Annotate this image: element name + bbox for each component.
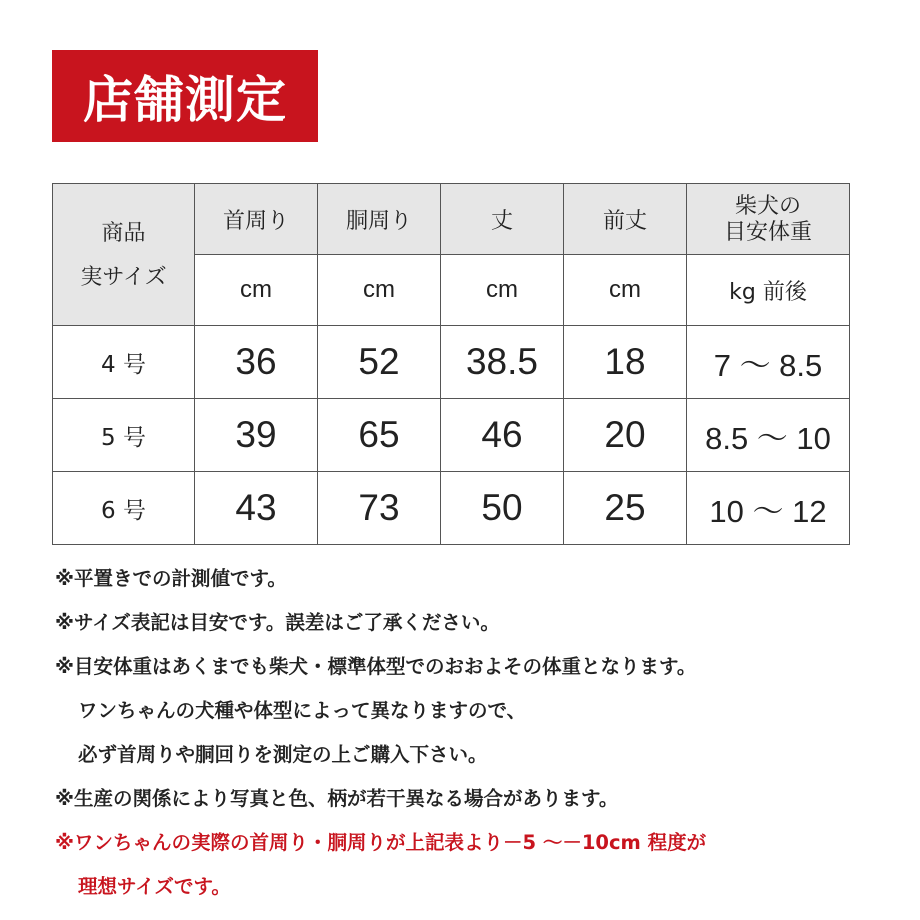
table-row	[53, 472, 850, 545]
note-weight-guide-3: 必ず首周りや胴回りを測定の上ご購入下さい。	[78, 743, 488, 766]
corner-line-2: 実サイズ	[80, 263, 167, 289]
header-chest: 胴周り	[318, 184, 441, 255]
header-row	[53, 184, 850, 255]
unit-cell: cm	[441, 255, 564, 326]
cell-weight: 10 ～ 12	[687, 472, 850, 545]
note-production: ※生産の関係により写真と色、柄が若干異なる場合があります。	[55, 787, 619, 810]
unit-cell: cm	[564, 255, 687, 326]
cell-weight: 8.5 ～ 10	[687, 399, 850, 472]
cell-length: 38.5	[441, 326, 564, 399]
cell-neck: 36	[195, 326, 318, 399]
note-ideal-size: ※ワンちゃんの実際の首周り・胴周りが上記表より－5 ～－10cm 程度が	[55, 831, 707, 854]
table-row	[53, 326, 850, 399]
cell-chest: 73	[318, 472, 441, 545]
row-label: 4 号	[53, 326, 195, 399]
note-flat-measure: ※平置きでの計測値です。	[55, 567, 287, 590]
cell-chest: 65	[318, 399, 441, 472]
unit-cell: cm	[195, 255, 318, 326]
row-label: 6 号	[53, 472, 195, 545]
header-front-length: 前丈	[564, 184, 687, 255]
note-weight-guide: ※目安体重はあくまでも柴犬・標準体型でのおおよその体重となります。	[55, 655, 697, 678]
size-table	[52, 183, 850, 545]
cell-weight: 7 ～ 8.5	[687, 326, 850, 399]
row-label: 5 号	[53, 399, 195, 472]
cell-length: 50	[441, 472, 564, 545]
cell-neck: 43	[195, 472, 318, 545]
note-weight-guide-2: ワンちゃんの犬種や体型によって異なりますので、	[78, 699, 527, 722]
cell-front-length: 20	[564, 399, 687, 472]
note-size-guide: ※サイズ表記は目安です。誤差はご了承ください。	[55, 611, 500, 634]
cell-front-length: 25	[564, 472, 687, 545]
shiba-line-2: 目安体重	[723, 219, 812, 244]
cell-length: 46	[441, 399, 564, 472]
cell-neck: 39	[195, 399, 318, 472]
unit-cell-kg: kg 前後	[687, 255, 850, 326]
notes	[55, 557, 915, 909]
unit-cell: cm	[318, 255, 441, 326]
corner-line-1: 商品	[101, 219, 146, 245]
header-length: 丈	[441, 184, 564, 255]
store-measured-badge: 店舗測定	[52, 50, 318, 142]
header-shiba-weight	[687, 184, 850, 255]
header-neck: 首周り	[195, 184, 318, 255]
cell-front-length: 18	[564, 326, 687, 399]
note-ideal-size-2: 理想サイズです。	[78, 875, 231, 898]
corner-header	[53, 184, 195, 326]
cell-chest: 52	[318, 326, 441, 399]
table-row	[53, 399, 850, 472]
shiba-line-1: 柴犬の	[734, 193, 801, 218]
